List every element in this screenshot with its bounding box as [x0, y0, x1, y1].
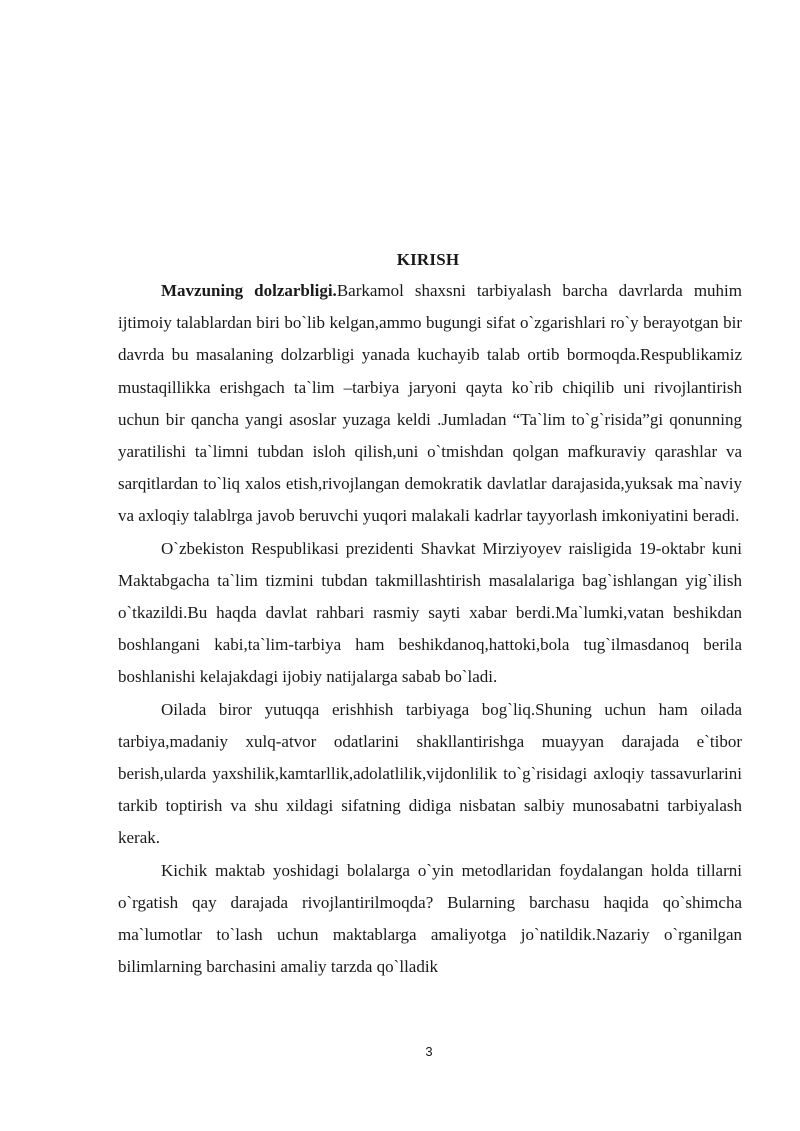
paragraph-text: O`zbekiston Respublikasi prezidenti Shavkat Mirziyoyev raisligida 19-oktabr kuni Maktabgacha ta`lim tizmini tubdan takmillashtirish masalalariga bag`ishlangan yig`ilish o`tkazildi.Bu haqda davlat rahbari rasmiy sayti xabar berdi.Ma`lumki,vatan beshikdan boshlangani kabi,ta`lim-tarbiya ham beshikdanoq,hattoki,bola tug`ilmasdanoq berila boshlanishi kelajakdagi ijobiy natijalarga sabab bo`ladi.	[118, 538, 742, 687]
paragraph-game-methods	[118, 855, 742, 984]
document-body	[118, 275, 742, 983]
paragraph-family-upbringing	[118, 694, 742, 855]
paragraph-lead: Mavzuning dolzarbligi.	[161, 281, 337, 300]
paragraph-president-meeting	[118, 533, 742, 694]
paragraph-relevance	[118, 275, 742, 533]
paragraph-text: Kichik maktab yoshidagi bolalarga o`yin metodlaridan foydalangan holda tillarni o`rgatish qay darajada rivojlantirilmoqda? Bularning barchasu haqida qo`shimcha ma`lumotlar to`lash uchun maktablarga amaliyotga jo`natildik.Nazariy o`rganilgan bilimlarning barchasini amaliy tarzda qo`lladik	[118, 860, 742, 977]
page-number: 3	[425, 1044, 433, 1059]
section-heading: KIRISH	[396, 250, 460, 269]
paragraph-text: Barkamol shaxsni tarbiyalash barcha davrlarda muhim ijtimoiy talablardan biri bo`lib kelgan,ammo bugungi sifat o`zgarishlari ro`y berayotgan bir davrda bu masalaning dolzarbligi yanada kuchayib talab ortib bormoqda.Respublikamiz mustaqillikka erishgach ta`lim –tarbiya jaryoni qayta ko`rib chiqilib uni rivojlantirish uchun bir qancha yangi asoslar yuzaga keldi .Jumladan “Ta`lim to`g`risida”gi qonunning yaratilishi ta`limni tubdan isloh qilish,uni o`tmishdan qolgan mafkuraviy qarashlar va sarqitlardan to`liq xalos etish,rivojlangan demokratik davlatlar darajasida,yuksak ma`naviy va axloqiy talablrga javob beruvchi yuqori malakali kadrlar tayyorlash imkoniyatini beradi.	[118, 281, 742, 526]
paragraph-text: Oilada biror yutuqqa erishhish tarbiyaga bog`liq.Shuning uchun ham oilada tarbiya,madaniy xulq-atvor odatlarini shakllantirishga muayyan darajada e`tibor berish,ularda yaxshilik,kamtarllik,adolatlilik,vijdonlilik to`g`risidagi axloqiy tassavurlarini tarkib toptirish va shu xildagi sifatning didiga nisbatan salbiy munosabatni tarbiyalash kerak.	[118, 699, 742, 848]
